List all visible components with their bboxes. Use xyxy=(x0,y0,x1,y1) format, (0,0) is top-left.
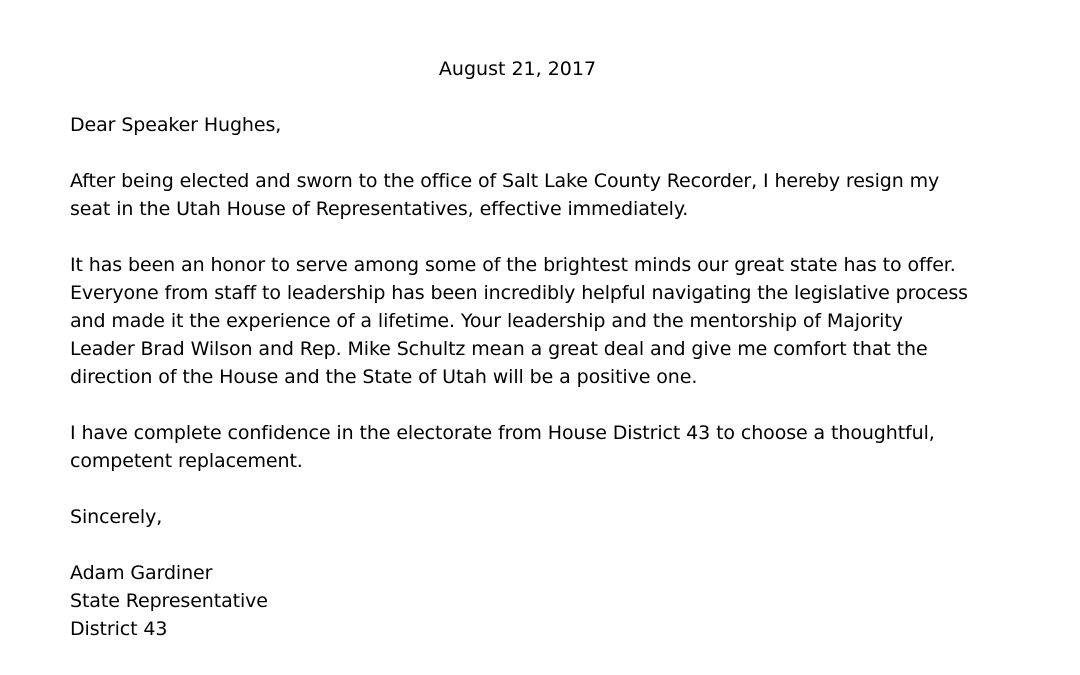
salutation: Dear Speaker Hughes, xyxy=(70,114,282,136)
paragraph-line: Everyone from staff to leadership has been incredibly helpful navigating the legislative process xyxy=(70,282,968,304)
signature-district: District 43 xyxy=(70,618,168,640)
closing: Sincerely, xyxy=(70,506,163,528)
paragraph-line: Leader Brad Wilson and Rep. Mike Schultz mean a great deal and give me comfort that the xyxy=(70,338,928,360)
paragraph-line: direction of the House and the State of Utah will be a positive one. xyxy=(70,366,698,388)
paragraph-line: It has been an honor to serve among some of the brightest minds our great state has to offer. xyxy=(70,254,956,276)
paragraph-line: and made it the experience of a lifetime. Your leadership and the mentorship of Majority xyxy=(70,310,903,332)
paragraph-line: seat in the Utah House of Representatives, effective immediately. xyxy=(70,198,689,220)
paragraph-line: After being elected and sworn to the office of Salt Lake County Recorder, I hereby resign my xyxy=(70,170,940,192)
paragraph-line: competent replacement. xyxy=(70,450,303,472)
letter-date: August 21, 2017 xyxy=(438,58,597,80)
paragraph-line: I have complete confidence in the electorate from House District 43 to choose a thoughtful, xyxy=(70,422,935,444)
signature-title: State Representative xyxy=(70,590,268,612)
signature-name: Adam Gardiner xyxy=(70,562,213,584)
